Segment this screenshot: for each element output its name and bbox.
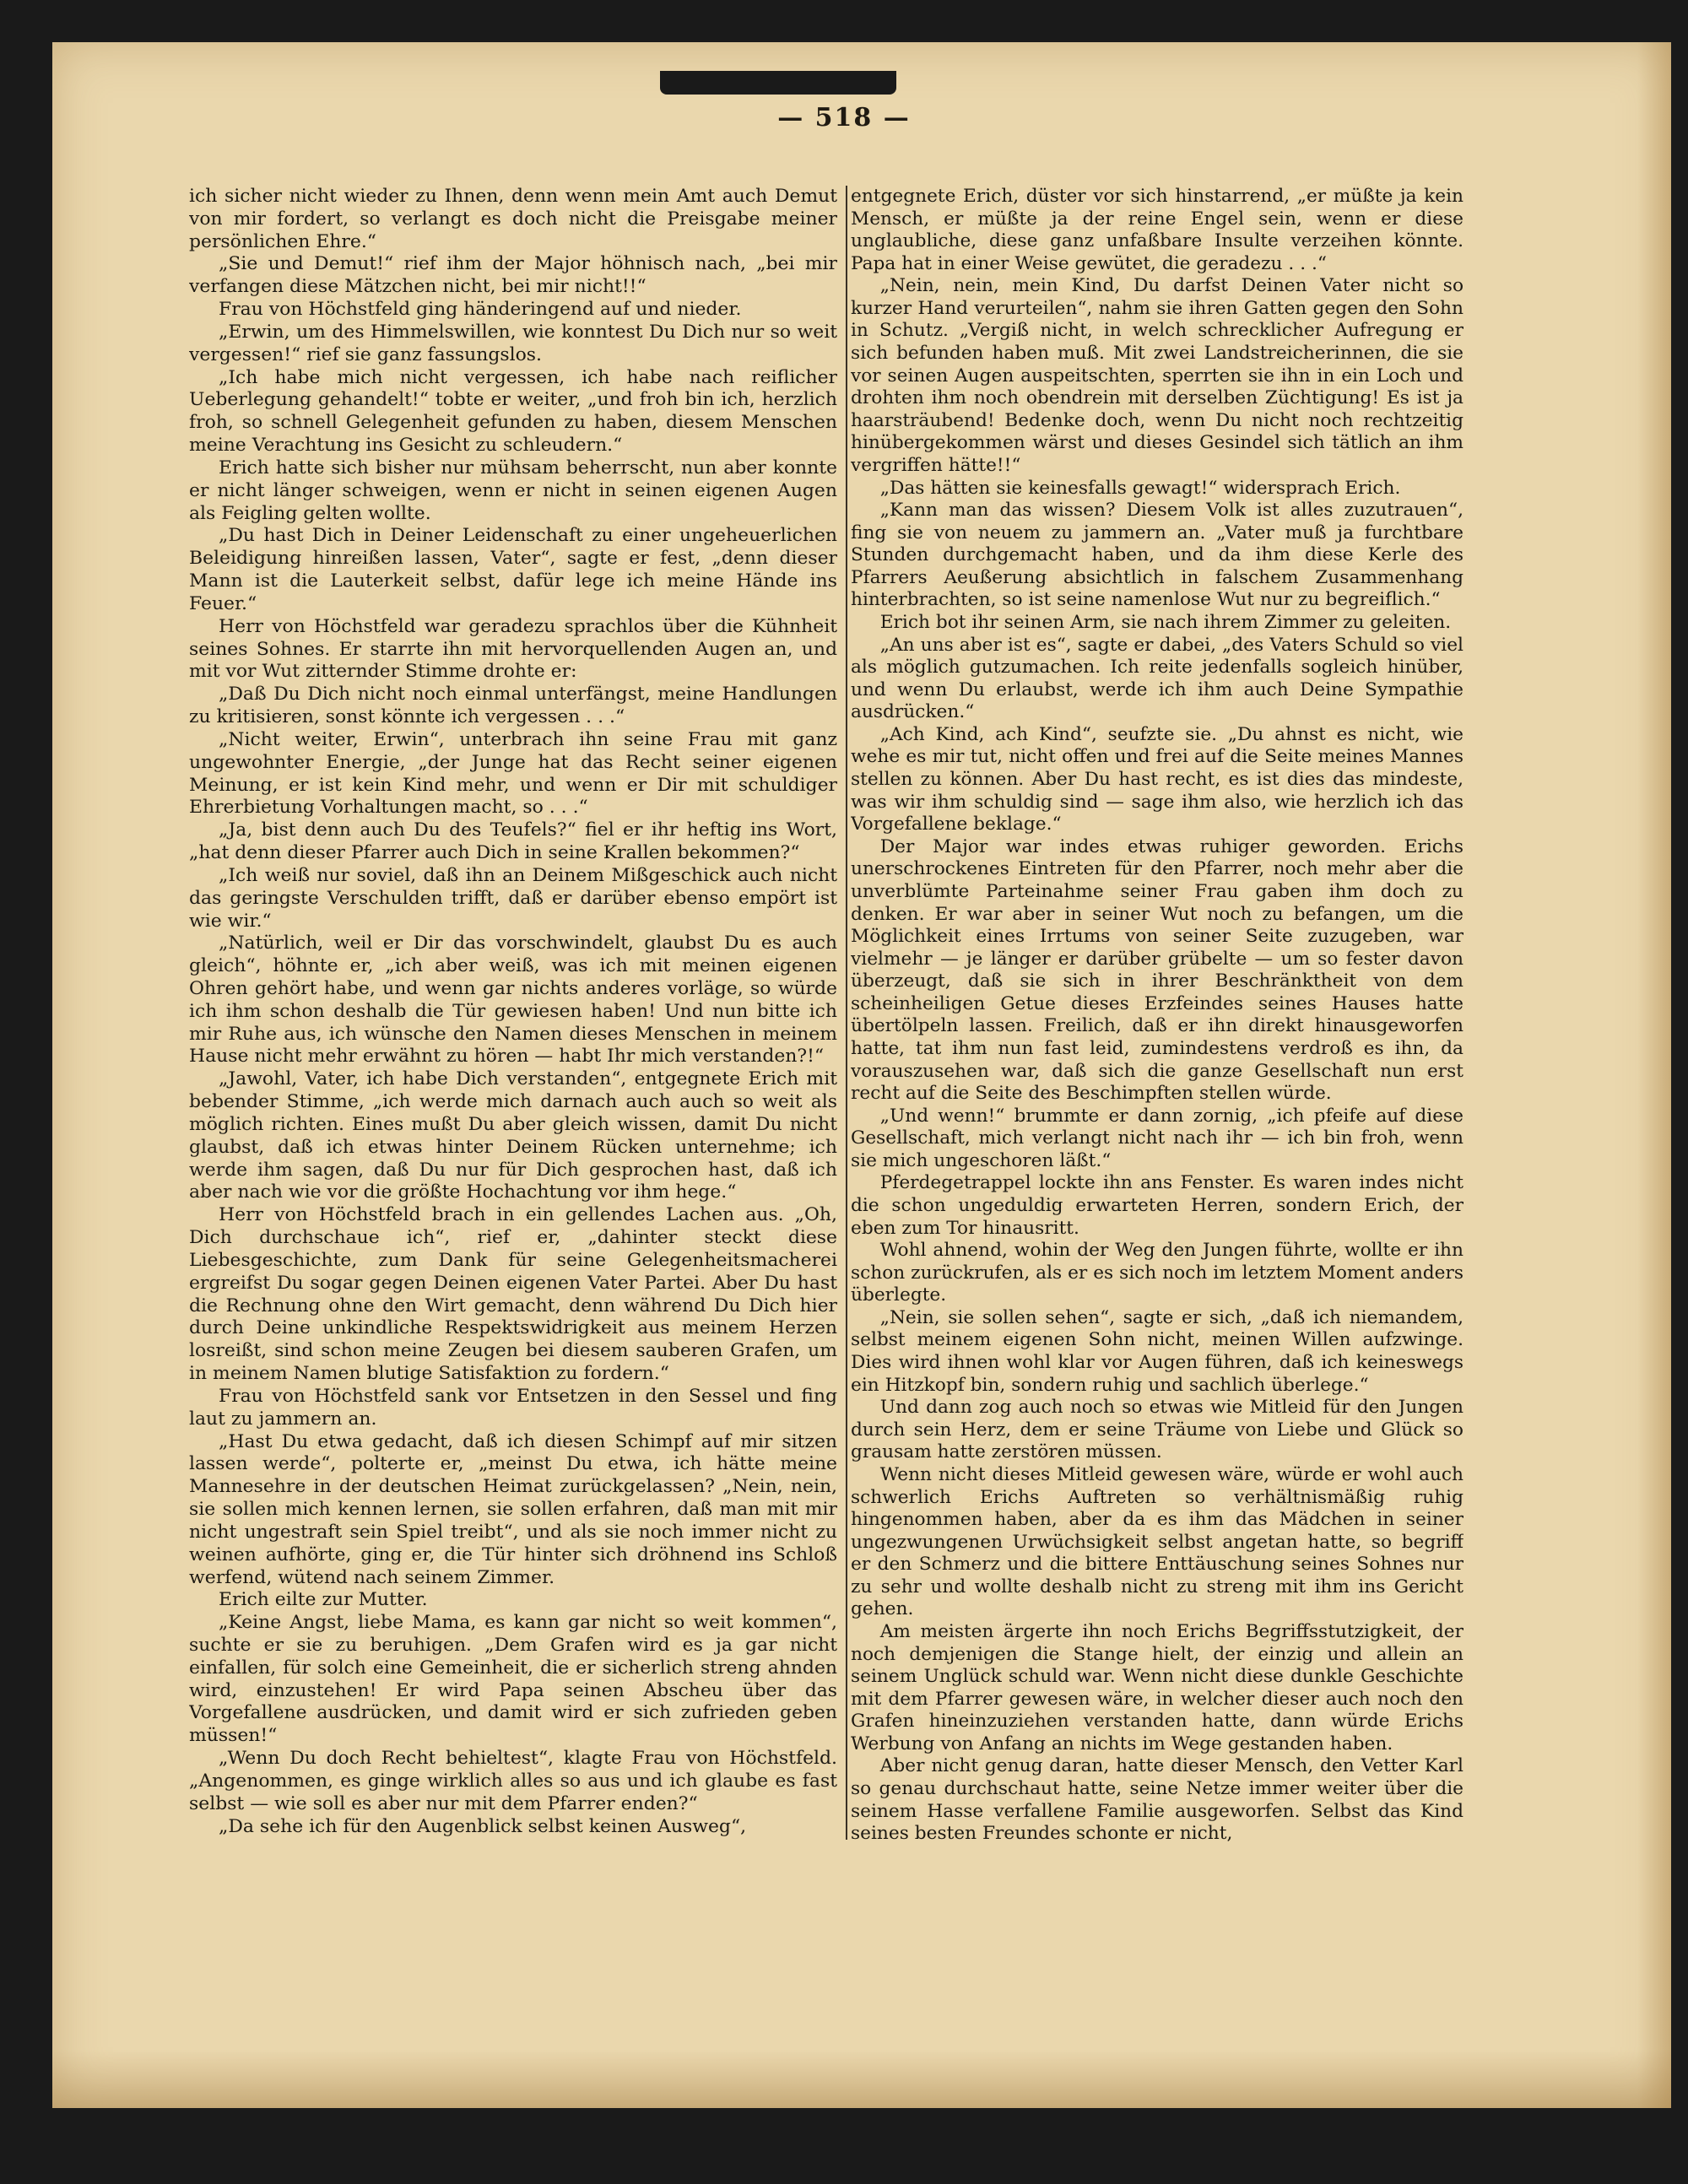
paragraph: Herr von Höchstfeld brach in ein gellendes Lachen aus. „Oh, Dich durchschaue ich“, rief er, „dahinter steckt diese Liebesgeschichte, zum Dank für seine Gelegenheitsmacherei ergreifst Du sogar gegen Deinen eigenen Vater Partei. Aber Du hast die Rechnung ohne den Wirt gemacht, denn während Du Dich hier durch Deine unkindliche Respektswidrigkeit aus meinem Herzen losreißt, sind schon meine Zeugen bei diesem sauberen Grafen, um in meinem Namen blutige Satisfaktion zu fordern.“ <box>189 1204 837 1385</box>
paragraph: entgegnete Erich, düster vor sich hinstarrend, „er müßte ja kein Mensch, er müßte ja der reine Engel sein, wenn er diese unglaubliche, diese ganz unfaßbare Insulte verzeihen könnte. Papa hat in einer Weise gewütet, die geradezu . . .“ <box>851 186 1463 274</box>
paragraph: „Jawohl, Vater, ich habe Dich verstanden“, entgegnete Erich mit bebender Stimme, „ich werde mich darnach auch auch so weit als möglich richten. Eines mußt Du aber gleich wissen, damit Du nicht glaubst, daß ich etwas hinter Deinem Rücken unternehme; ich werde ihm sagen, daß Du nur für Dich gesprochen hast, daß ich aber nach wie vor die größte Hochachtung vor ihm hege.“ <box>189 1068 837 1203</box>
paragraph: „Nicht weiter, Erwin“, unterbrach ihn seine Frau mit ganz ungewohnter Energie, „der Junge hat das Recht seiner eigenen Meinung, er ist kein Kind mehr, und wenn er Dir mit schuldiger Ehrerbietung Vorhaltungen macht, so . . .“ <box>189 728 837 819</box>
paragraph: Wohl ahnend, wohin der Weg den Jungen führte, wollte er ihn schon zurückrufen, als er es sich noch im letztem Moment anders überlegte. <box>851 1240 1463 1306</box>
paragraph: „Ich habe mich nicht vergessen, ich habe nach reiflicher Ueberlegung gehandelt!“ tobte er weiter, „und froh bin ich, herzlich froh, so schnell Gelegenheit gefunden zu haben, diesem Menschen meine Verachtung ins Gesicht zu schleudern.“ <box>189 366 837 457</box>
paragraph: „Ja, bist denn auch Du des Teufels?“ fiel er ihr heftig ins Wort, „hat denn dieser Pfarrer auch Dich in seine Krallen bekommen?“ <box>189 819 837 864</box>
paragraph: Und dann zog auch noch so etwas wie Mitleid für den Jungen durch sein Herz, dem er seine Träume von Liebe und Glück so grausam hatte zerstören müssen. <box>851 1397 1463 1463</box>
paragraph: Frau von Höchstfeld ging händeringend auf und nieder. <box>219 299 742 321</box>
paragraph: „Das hätten sie keinesfalls gewagt!“ widersprach Erich. <box>879 477 1401 499</box>
column-divider <box>846 186 847 1840</box>
paragraph: „Ach Kind, ach Kind“, seufzte sie. „Du ahnst es nicht, wie wehe es mir tut, nicht offen und frei auf die Seite meines Mannes stellen zu können. Aber Du hast recht, es ist dies das mindeste, was wir ihm schuldig sind — sage ihm also, wie herzlich ich das Vorgefallene beklage.“ <box>851 723 1463 835</box>
paragraph: „Und wenn!“ brummte er dann zornig, „ich pfeife auf diese Gesellschaft, mich verlangt nicht nach ihr — ich bin froh, wenn sie mich ungeschoren läßt.“ <box>851 1105 1463 1171</box>
paragraph: „Sie und Demut!“ rief ihm der Major höhnisch nach, „bei mir verfangen diese Mätzchen nicht, bei mir nicht!!“ <box>189 253 837 298</box>
paragraph: „Erwin, um des Himmelswillen, wie konntest Du Dich nur so weit vergessen!“ rief sie ganz fassungslos. <box>189 321 837 365</box>
page-number: — 518 — <box>777 103 911 132</box>
paragraph: Der Major war indes etwas ruhiger geworden. Erichs unerschrockenes Eintreten für den Pfarrer, noch mehr aber die unverblümte Parteinahme seiner Frau gaben ihm doch zu denken. Er war aber in seiner Wut noch zu befangen, um die Möglichkeit eines Irrtums von seiner Seite zuzugeben, war vielmehr — je länger er darüber grübelte — um so fester davon überzeugt, daß sie sich in ihrer Beschränktheit von dem scheinheiligen Getue dieses Erzfeindes seines Hauses hatte übertölpeln lassen. Freilich, daß er ihn direkt hinausgeworfen hatte, tat ihm nun fast leid, zumindestens verdroß es ihn, da vorauszusehen war, daß sich die ganze Gesellschaft nun erst recht auf die Seite des Beschimpften stellen würde. <box>851 835 1463 1105</box>
paragraph: Herr von Höchstfeld war geradezu sprachlos über die Kühnheit seines Sohnes. Er starrte ihn mit hervorquellenden Augen an, und mit vor Wut zitternder Stimme drohte er: <box>189 615 837 683</box>
paragraph: „Nein, sie sollen sehen“, sagte er sich, „daß ich niemandem, selbst meinem eigenen Sohn nicht, meinen Willen aufzwinge. Dies wird ihnen wohl klar vor Augen führen, daß ich keineswegs ein Hitzkopf bin, sondern ruhig und sachlich überlege.“ <box>851 1306 1463 1396</box>
right-text-column <box>851 186 1463 1848</box>
paragraph: „Kann man das wissen? Diesem Volk ist alles zuzutrauen“, fing sie von neuem zu jammern an. „Vater muß ja furchtbare Stunden durchgemacht haben, und da ihm diese Kerle des Pfarrers Aeußerung absichtlich in falschem Zusammenhang hinterbrachten, so ist seine namenlose Wut nur zu begreiflich.“ <box>851 500 1463 611</box>
paragraph: „Du hast Dich in Deiner Leidenschaft zu einer ungeheuerlichen Beleidigung hinreißen lassen, Vater“, sagte er fest, „denn dieser Mann ist die Lauterkeit selbst, dafür lege ich meine Hände ins Feuer.“ <box>189 525 837 614</box>
paragraph: Erich bot ihr seinen Arm, sie nach ihrem Zimmer zu geleiten. <box>879 611 1452 633</box>
paragraph: Frau von Höchstfeld sank vor Entsetzen in den Sessel und fing laut zu jammern an. <box>189 1385 837 1430</box>
paragraph: „Wenn Du doch Recht behieltest“, klagte Frau von Höchstfeld. „Angenommen, es ginge wirklich alles so aus und ich glaube es fast selbst — wie soll es aber nur mit dem Pfarrer enden?“ <box>189 1748 837 1814</box>
torn-edge <box>660 71 896 95</box>
paragraph: Aber nicht genug daran, hatte dieser Mensch, den Vetter Karl so genau durchschaut hatte, seine Netze immer weiter über die seinem Hasse verfallene Familie ausgeworfen. Selbst das Kind seines besten Freundes schonte er nicht, <box>851 1755 1463 1845</box>
paragraph: „Da sehe ich für den Augenblick selbst keinen Ausweg“, <box>219 1815 747 1837</box>
paper-edge-shadow-right <box>1637 42 1671 2108</box>
paragraph: Pferdegetrappel lockte ihn ans Fenster. Es waren indes nicht die schon ungeduldig erwarteten Herren, sondern Erich, der eben zum Tor hinausritt. <box>851 1172 1463 1239</box>
paper-edge-shadow-bottom <box>52 2049 1671 2108</box>
paragraph: Erich eilte zur Mutter. <box>219 1589 428 1611</box>
paragraph: „Natürlich, weil er Dir das vorschwindelt, glaubst Du es auch gleich“, höhnte er, „ich aber weiß, was ich mit meinen eigenen Ohren gehört habe, und wenn gar nichts anderes vorläge, so würde ich ihm schon deshalb die Tür gewiesen haben! Und nun bitte ich mir Ruhe aus, ich wünsche den Namen dieses Menschen in meinem Hause nicht mehr erwähnt zu hören — habt Ihr mich verstanden?!“ <box>189 933 837 1068</box>
left-text-column <box>189 186 837 1848</box>
paragraph: Erich hatte sich bisher nur mühsam beherrscht, nun aber konnte er nicht länger schweigen, wenn er nicht in seinen eigenen Augen als Feigling gelten wollte. <box>189 457 837 524</box>
paragraph: „An uns aber ist es“, sagte er dabei, „des Vaters Schuld so viel als möglich gutzumachen. Ich reite jedenfalls sogleich hinüber, und wenn Du erlaubst, werde ich ihm auch Deine Sympathie ausdrücken.“ <box>851 634 1463 723</box>
paragraph: „Keine Angst, liebe Mama, es kann gar nicht so weit kommen“, suchte er sie zu beruhigen. „Dem Grafen wird es ja gar nicht einfallen, für solch eine Gemeinheit, die er sicherlich streng ahnden wird, einzustehen! Er wird Papa seinen Abscheu über das Vorgefallene ausdrücken, und damit wird er sich zufrieden geben müssen!“ <box>189 1612 837 1747</box>
paragraph: „Hast Du etwa gedacht, daß ich diesen Schimpf auf mir sitzen lassen werde“, polterte er, „meinst Du etwa, ich hätte meine Mannesehre in der deutschen Heimat zurückgelassen? „Nein, nein, sie sollen mich kennen lernen, sie sollen erfahren, daß man mit mir nicht ungestraft sein Spiel treibt“, und als sie noch immer nicht zu weinen aufhörte, ging er, die Tür hinter sich dröhnend ins Schloß werfend, wütend nach seinem Zimmer. <box>189 1430 837 1588</box>
paragraph: „Daß Du Dich nicht noch einmal unterfängst, meine Handlungen zu kritisieren, sonst könnte ich vergessen . . .“ <box>189 684 837 728</box>
paragraph: Wenn nicht dieses Mitleid gewesen wäre, würde er wohl auch schwerlich Erichs Auftreten so verhältnismäßig ruhig hingenommen haben, aber da es ihm das Mädchen in seiner ungezwungenen Urwüchsigkeit selbst angetan hatte, so begriff er den Schmerz und die bittere Enttäuschung seines Sohnes nur zu sehr und wollte deshalb nicht zu streng mit ihm ins Gericht gehen. <box>851 1463 1463 1620</box>
paragraph: ich sicher nicht wieder zu Ihnen, denn wenn mein Amt auch Demut von mir fordert, so verlangt es doch nicht die Preisgabe meiner persönlichen Ehre.“ <box>189 186 837 252</box>
paragraph: „Ich weiß nur soviel, daß ihn an Deinem Mißgeschick auch nicht das geringste Verschulden trifft, daß er darüber ebenso empört ist wie wir.“ <box>189 864 837 932</box>
paragraph: „Nein, nein, mein Kind, Du darfst Deinen Vater nicht so kurzer Hand verurteilen“, nahm sie ihren Gatten gegen den Sohn in Schutz. „Vergiß nicht, in welch schrecklicher Aufregung er sich befunden haben muß. Mit zwei Landstreicherinnen, die sie vor seinen Augen auspeitschten, sperrten sie ihn in ein Loch und drohten ihm noch obendrein mit derselben Züchtigung! Es ist ja haarsträubend! Bedenke doch, wenn Du nicht noch rechtzeitig hinübergekommen wärst und dieses Gesindel sich tätlich an ihm vergriffen hätte!!“ <box>851 275 1463 476</box>
paragraph: Am meisten ärgerte ihn noch Erichs Begriffsstutzigkeit, der noch demjenigen die Stange hielt, der einzig und allein an seinem Unglück schuld war. Wenn nicht diese dunkle Geschichte mit dem Pfarrer gewesen wäre, in welcher dieser auch noch den Grafen hineinzuziehen verstanden hatte, dann würde Erichs Werbung von Anfang an nichts im Wege gestanden haben. <box>851 1621 1463 1754</box>
